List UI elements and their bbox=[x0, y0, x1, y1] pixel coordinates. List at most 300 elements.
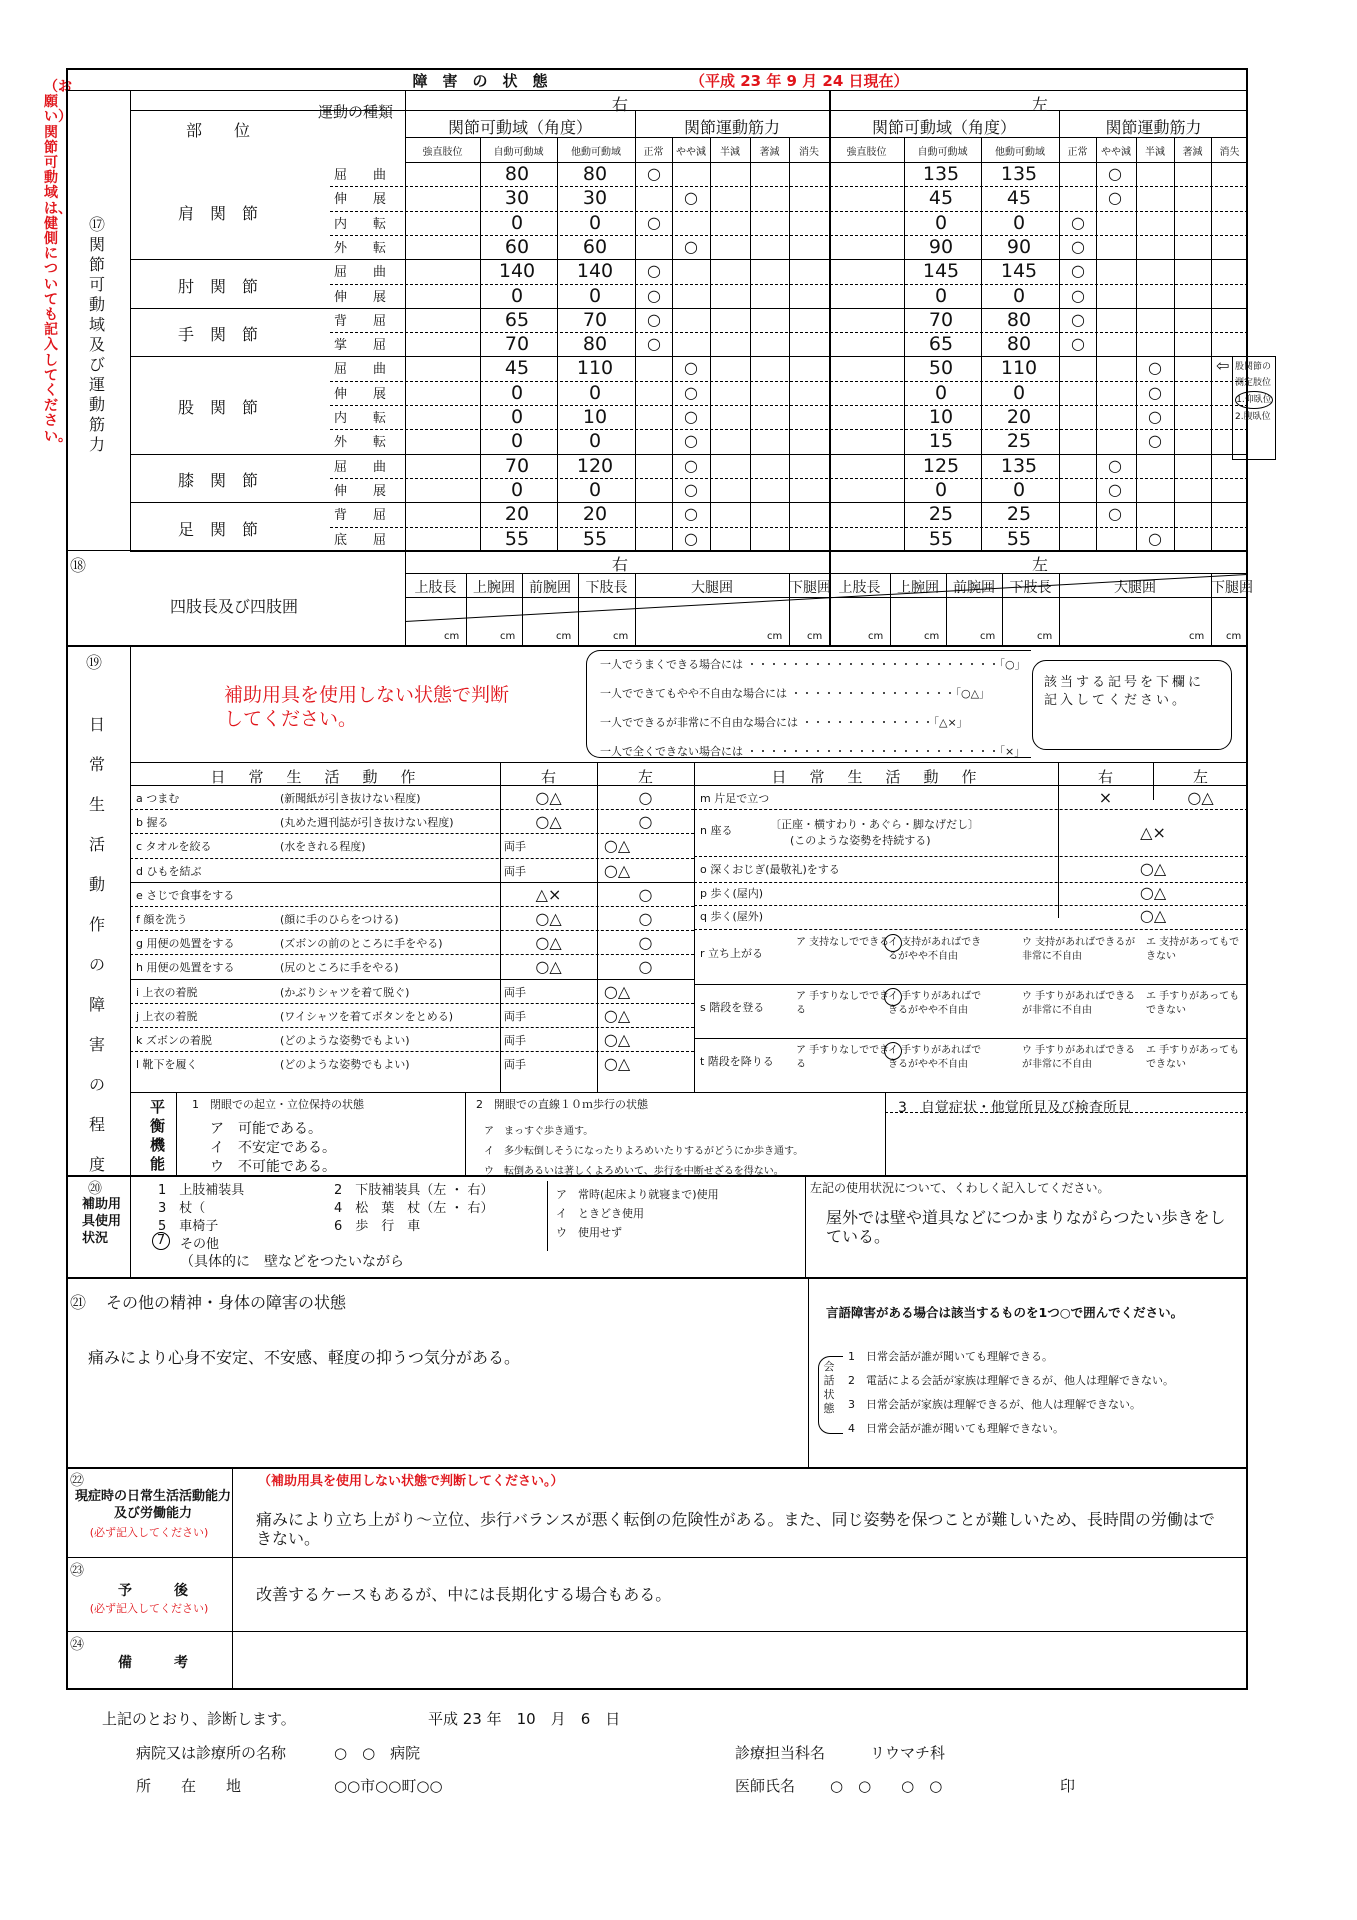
rule-v bbox=[522, 573, 523, 645]
sec19-num: ⑲ bbox=[86, 653, 103, 672]
l-strength-mark: ○ bbox=[1108, 164, 1122, 183]
adl-l-value: ○ bbox=[638, 933, 653, 953]
adl-m-l: ○△ bbox=[1187, 788, 1214, 807]
sub-str-r0: 正常 bbox=[643, 147, 664, 158]
motion-label: 屈 曲 bbox=[333, 265, 386, 281]
sec20-num: ⑳ bbox=[88, 1181, 102, 1197]
both-hands-label: 両手 bbox=[504, 1058, 526, 1072]
section17-label-char: 運 bbox=[88, 375, 105, 394]
side-box-line2: 測定肢位 bbox=[1235, 378, 1272, 388]
r-passive-value: 110 bbox=[576, 357, 614, 380]
l-strength-mark: ○ bbox=[1071, 334, 1085, 354]
sub-rom-r1: 自動可動域 bbox=[493, 147, 544, 158]
arrow-left-icon: ⇦ bbox=[1216, 356, 1230, 375]
section19-label-char: 動 bbox=[88, 875, 105, 894]
l-strength-mark: ○ bbox=[1071, 285, 1085, 305]
r-strength-mark: ○ bbox=[647, 334, 661, 354]
sec22-instruction: （補助用具を使用しない状態で判断してください。） bbox=[258, 1474, 564, 1489]
rule-h bbox=[130, 502, 1248, 503]
rule-h bbox=[130, 954, 694, 955]
choice-opt: ア 手すりなしでできる bbox=[796, 1045, 890, 1070]
motion-label: 背 屈 bbox=[333, 508, 386, 524]
adl-m-r: × bbox=[1098, 788, 1113, 807]
strength-header-r: 関節運動筋力 bbox=[683, 118, 780, 137]
adl-item: c タオルを絞る bbox=[136, 840, 212, 854]
unit-cm: cm bbox=[1189, 631, 1205, 642]
l-strength-mark: ○ bbox=[1108, 504, 1122, 524]
unit-cm: cm bbox=[556, 631, 572, 642]
limb-col-l1: 上腕囲 bbox=[897, 580, 939, 596]
l-auto-value: 0 bbox=[934, 284, 948, 307]
legend-bracket bbox=[586, 650, 1031, 758]
rule-h bbox=[330, 211, 1248, 212]
both-hands-label: 両手 bbox=[504, 1009, 526, 1023]
rule-v bbox=[578, 573, 579, 645]
section17-label-char: 及 bbox=[88, 335, 105, 354]
motion-label: 底 屈 bbox=[333, 532, 386, 548]
section19-label-char: 害 bbox=[88, 1035, 105, 1054]
rule-v bbox=[232, 1467, 233, 1690]
rule-v bbox=[405, 90, 406, 550]
rule-h bbox=[66, 1467, 1248, 1469]
l-passive-value: 90 bbox=[1006, 235, 1032, 258]
aid-5: 5 車椅子 bbox=[158, 1219, 219, 1234]
limb-col-r0: 上肢長 bbox=[414, 580, 457, 596]
sub-rom-r2: 他動可動域 bbox=[571, 147, 621, 158]
l-passive-value: 80 bbox=[1006, 333, 1032, 356]
section17-label-char: 節 bbox=[88, 255, 105, 274]
freq-opt: ウ 使用せず bbox=[556, 1226, 622, 1239]
section17-label-char: 可 bbox=[88, 275, 105, 294]
sub-str-l4: 消失 bbox=[1219, 147, 1240, 158]
l-auto-value: 145 bbox=[922, 260, 960, 283]
sec23-req: (必ず記入してください) bbox=[89, 1602, 209, 1615]
l-auto-value: 65 bbox=[928, 333, 954, 356]
r-passive-value: 0 bbox=[588, 284, 602, 307]
limb-col-r1: 上腕囲 bbox=[473, 580, 515, 596]
rule-v bbox=[904, 137, 905, 550]
sec23-text: 改善するケースもあるが、中には長期化する場合もある。 bbox=[256, 1585, 672, 1604]
adl-item-n: n 座る bbox=[700, 824, 733, 837]
rule-v bbox=[176, 1092, 177, 1175]
l-strength-mark: ○ bbox=[1108, 455, 1122, 475]
balance-c3-title: 3 自覚症状・他覚所見及び検査所見 bbox=[898, 1100, 1131, 1116]
rule-h bbox=[130, 979, 694, 980]
aid-1: 1 上肢補装具 bbox=[158, 1183, 245, 1198]
adl-item: g 用便の処置をする bbox=[136, 937, 235, 951]
balance-c1-opt: ウ 不可能である。 bbox=[210, 1159, 336, 1175]
side-box-line1: 股関節の bbox=[1235, 362, 1272, 372]
rule-h bbox=[130, 762, 1248, 763]
l-auto-value: 90 bbox=[928, 235, 954, 258]
sub-str-l2: 半減 bbox=[1145, 147, 1165, 158]
legend-1: 一人でできてもやや不自由な場合には ・・・・・・・・・・・・・・・「○△」 bbox=[600, 687, 991, 700]
choice-opt: エ 支持があってもできない bbox=[1146, 937, 1240, 962]
rule-h bbox=[130, 1027, 694, 1028]
sub-rom-l1: 自動可動域 bbox=[917, 147, 968, 158]
adl-item-n-d2: (このような姿勢を持続する) bbox=[790, 834, 931, 847]
r-passive-value: 10 bbox=[582, 406, 608, 428]
r-strength-mark: ○ bbox=[684, 407, 698, 426]
rule-h bbox=[130, 858, 694, 859]
sub-rom-l0: 強直肢位 bbox=[846, 147, 887, 158]
unit-cm: cm bbox=[444, 631, 460, 642]
date-label: （平成 23 年 9 月 24 日現在） bbox=[690, 72, 909, 90]
l-auto-value: 50 bbox=[928, 357, 954, 380]
rule-h bbox=[130, 930, 694, 931]
adl-head-l: 左 bbox=[637, 768, 653, 786]
joint-name: 肩 関 節 bbox=[177, 203, 258, 223]
motion-label: 伸 展 bbox=[333, 289, 386, 305]
r-auto-value: 30 bbox=[504, 187, 530, 210]
rule-h bbox=[130, 1003, 694, 1004]
rule-v bbox=[1211, 137, 1212, 550]
section19-label-char: 日 bbox=[88, 715, 105, 734]
rule-h bbox=[130, 785, 1248, 786]
adl-n-value: △× bbox=[1140, 823, 1166, 842]
r-auto-value: 0 bbox=[510, 284, 524, 307]
sub-str-l3: 著減 bbox=[1182, 147, 1203, 158]
r-auto-value: 65 bbox=[504, 308, 530, 331]
legend-0: 一人でうまくできる場合には ・・・・・・・・・・・・・・・・・・・・・・・「○」 bbox=[600, 658, 1026, 671]
l-passive-value: 55 bbox=[1006, 527, 1032, 550]
choice-opt: ウ 手すりがあればできるが非常に不自由 bbox=[1022, 1045, 1136, 1070]
adl-head-l2: 左 bbox=[1192, 768, 1208, 786]
sub-rom-l2: 他動可動域 bbox=[995, 147, 1045, 158]
l-passive-value: 80 bbox=[1006, 308, 1032, 331]
r-auto-value: 0 bbox=[510, 478, 524, 501]
choice-opt: イ 支持があればできるがやや不自由 bbox=[888, 937, 982, 962]
balance-c1-opt: ア 可能である。 bbox=[210, 1121, 322, 1137]
hospital-name: ○ ○ 病院 bbox=[334, 1744, 421, 1762]
r-strength-mark: ○ bbox=[647, 164, 661, 183]
sub-str-l0: 正常 bbox=[1067, 147, 1088, 158]
unit-cm: cm bbox=[868, 631, 884, 642]
l-passive-value: 110 bbox=[1000, 357, 1038, 380]
motion-label: 屈 曲 bbox=[333, 168, 386, 183]
side-note: （お願い）関節可動域は、健側についても記入してください。 bbox=[44, 79, 72, 445]
adl-item-m: m 片足で立つ bbox=[700, 792, 770, 805]
r-strength-mark: ○ bbox=[684, 188, 698, 208]
section19-label-char: 常 bbox=[88, 755, 105, 774]
r-strength-mark: ○ bbox=[684, 236, 698, 256]
balance-c1-opt: イ 不安定である。 bbox=[210, 1140, 336, 1156]
adl-l-value: ○ bbox=[638, 909, 653, 928]
adl-item: j 上衣の着脱 bbox=[136, 1009, 198, 1023]
motion-label: 外 転 bbox=[333, 240, 386, 256]
l-strength-mark: ○ bbox=[1148, 407, 1162, 426]
adl-item: e さじで食事をする bbox=[136, 888, 235, 902]
unit-cm: cm bbox=[924, 631, 940, 642]
motion-label: 内 転 bbox=[333, 216, 386, 232]
l-auto-value: 125 bbox=[922, 454, 960, 477]
sec21-text: 痛みにより心身不安定、不安感、軽度の抑うつ気分がある。 bbox=[88, 1348, 521, 1367]
sec20-label: 補助用具使用状況 bbox=[82, 1197, 122, 1246]
section19-label-char: の bbox=[88, 1075, 105, 1094]
rule-h bbox=[130, 454, 1248, 455]
rule-v bbox=[1059, 110, 1060, 550]
r-passive-value: 60 bbox=[582, 235, 608, 258]
l-auto-value: 15 bbox=[928, 430, 954, 453]
rule-h bbox=[405, 573, 1248, 574]
limb-col-r2: 前腕囲 bbox=[529, 580, 571, 596]
legend-3: 一人で全くできない場合には ・・・・・・・・・・・・・・・・・・・・・・・「×」 bbox=[600, 745, 1026, 758]
r-auto-value: 80 bbox=[504, 163, 530, 185]
adl-head-left: 日 常 生 活 動 作 bbox=[210, 768, 420, 786]
adl-item-3: p 歩く(屋内) bbox=[700, 886, 764, 900]
rule-v bbox=[466, 573, 467, 645]
adl-head-right: 日 常 生 活 動 作 bbox=[771, 768, 981, 786]
both-hands-label: 両手 bbox=[504, 1034, 526, 1047]
both-hands-label: 両手 bbox=[504, 840, 526, 854]
rule-h bbox=[330, 332, 1248, 333]
unit-cm: cm bbox=[1226, 631, 1242, 642]
r-auto-value: 140 bbox=[498, 260, 536, 283]
limb-col-r4: 大腿囲 bbox=[691, 580, 733, 596]
rule-h bbox=[330, 405, 1248, 406]
rule-h bbox=[694, 856, 1248, 857]
adl-item: d ひもを結ぶ bbox=[136, 864, 202, 878]
adl-both-value: ○△ bbox=[603, 1054, 631, 1074]
r-strength-mark: ○ bbox=[684, 528, 698, 548]
r-auto-value: 20 bbox=[504, 503, 530, 526]
rule-h bbox=[130, 882, 694, 883]
l-passive-value: 135 bbox=[1000, 163, 1038, 185]
adl-l-value: ○ bbox=[638, 957, 653, 977]
speech-opt: 3 日常会話が家族は理解できるが、他人は理解できない。 bbox=[848, 1398, 1141, 1411]
sub-rom-r0: 強直肢位 bbox=[422, 147, 463, 158]
adl-item-desc: (新聞紙が引き抜けない程度) bbox=[280, 792, 421, 805]
choice-opt: エ 手すりがあってもできない bbox=[1146, 991, 1240, 1016]
aid-3: 3 杖（ bbox=[158, 1201, 206, 1216]
rule-v bbox=[981, 137, 982, 550]
adl-r-value: △× bbox=[535, 884, 562, 904]
speech-bracket bbox=[818, 1356, 843, 1434]
left-header: 左 bbox=[1031, 95, 1048, 114]
adl-item: f 顔を洗う bbox=[136, 913, 188, 926]
section17-label-char: 動 bbox=[88, 395, 105, 414]
l-auto-value: 70 bbox=[928, 308, 954, 331]
motion-label: 屈 曲 bbox=[333, 362, 386, 378]
r-passive-value: 0 bbox=[588, 211, 602, 234]
address: ○○市○○町○○ bbox=[334, 1777, 443, 1795]
dept-label: 診療担当科名 bbox=[735, 1744, 826, 1762]
selected-circle bbox=[884, 934, 902, 952]
l-auto-value: 0 bbox=[934, 381, 948, 404]
rule-v bbox=[710, 137, 711, 550]
rule-h bbox=[66, 645, 1248, 647]
adl-r-value: ○△ bbox=[535, 812, 562, 832]
adl-item-desc: (どのような姿勢でもよい) bbox=[280, 1058, 410, 1072]
joint-name: 足 関 節 bbox=[177, 519, 258, 539]
choice-opt: ア 支持なしでできる bbox=[796, 937, 890, 948]
l-passive-value: 0 bbox=[1012, 381, 1026, 404]
r-strength-mark: ○ bbox=[684, 504, 698, 524]
adl-r-value: ○△ bbox=[535, 957, 562, 977]
adl-item-2: o 深くおじぎ(最敬礼)をする bbox=[700, 863, 840, 876]
motion-label: 内 転 bbox=[333, 411, 386, 426]
aid-2: 2 下肢補装具（左 ・ 右） bbox=[334, 1183, 494, 1198]
motion-label: 掌 屈 bbox=[333, 338, 386, 354]
rule-h bbox=[130, 308, 1248, 309]
adl-value-4: ○△ bbox=[1139, 906, 1167, 925]
section19-label-char: 生 bbox=[88, 795, 105, 814]
adl-head-r2: 右 bbox=[1097, 768, 1113, 786]
r-auto-value: 0 bbox=[510, 430, 524, 453]
l-auto-value: 10 bbox=[928, 406, 954, 428]
aid-7-detail: （具体的に 壁などをつたいながら bbox=[180, 1254, 404, 1270]
r-passive-value: 80 bbox=[582, 333, 608, 356]
rom-header-r: 関節可動域（角度） bbox=[447, 118, 592, 137]
l-strength-mark: ○ bbox=[1148, 431, 1162, 451]
aid-6: 6 歩 行 車 bbox=[334, 1219, 421, 1234]
l-auto-value: 0 bbox=[934, 478, 948, 501]
r-passive-value: 0 bbox=[588, 430, 602, 453]
choice-item: t 階段を降りる bbox=[700, 1055, 774, 1068]
adl-item-desc: (顔に手のひらをつける) bbox=[280, 913, 399, 926]
section17-label-char: 関 bbox=[88, 235, 105, 254]
rule-v bbox=[1136, 137, 1137, 550]
l-auto-value: 135 bbox=[922, 163, 960, 185]
rule-v bbox=[694, 762, 695, 1092]
speech-opt: 1 日常会話が誰が聞いても理解できる。 bbox=[848, 1350, 1053, 1363]
limb-col-r3: 下肢長 bbox=[585, 580, 628, 596]
balance-c2-opt: ア まっすぐ歩き通す。 bbox=[484, 1126, 594, 1137]
rule-v bbox=[885, 1092, 886, 1175]
adl-item-desc: (ワイシャツを着てボタンをとめる) bbox=[280, 1009, 454, 1023]
adl-item: a つまむ bbox=[136, 792, 180, 805]
section19-label-char: の bbox=[88, 955, 105, 974]
limb-col-l2: 前腕囲 bbox=[953, 580, 995, 596]
joint-name: 膝 関 節 bbox=[177, 470, 258, 490]
r-auto-value: 70 bbox=[504, 454, 530, 477]
adl-item: k ズボンの着脱 bbox=[136, 1034, 212, 1047]
aid-7-circled: 7 bbox=[152, 1232, 170, 1250]
motion-label: 屈 曲 bbox=[333, 459, 386, 475]
seal-mark: 印 bbox=[1060, 1777, 1076, 1795]
rule-v bbox=[946, 573, 947, 645]
unit-cm: cm bbox=[500, 631, 516, 642]
r-passive-value: 140 bbox=[576, 260, 614, 283]
r-passive-value: 70 bbox=[582, 308, 608, 331]
aid-desc-label: 左記の使用状況について、くわしく記入してください。 bbox=[810, 1181, 1110, 1195]
rule-h bbox=[66, 1277, 1248, 1279]
r-auto-value: 0 bbox=[510, 211, 524, 234]
r-passive-value: 55 bbox=[582, 527, 608, 550]
joint-name: 手 関 節 bbox=[177, 325, 258, 345]
r-passive-value: 30 bbox=[582, 187, 608, 210]
l-strength-mark: ○ bbox=[1071, 261, 1085, 281]
adl-value-2: ○△ bbox=[1139, 859, 1167, 878]
l-passive-value: 0 bbox=[1012, 211, 1026, 234]
limb-col-l4: 大腿囲 bbox=[1114, 580, 1156, 596]
freq-opt: イ ときどき使用 bbox=[556, 1207, 644, 1220]
adl-item-desc: (かぶりシャツを着て脱ぐ) bbox=[280, 985, 410, 999]
rule-h bbox=[66, 1631, 1248, 1632]
adl-both-value: ○△ bbox=[603, 981, 631, 1001]
l-strength-mark: ○ bbox=[1148, 382, 1162, 402]
rule-v bbox=[789, 573, 790, 645]
l-passive-value: 25 bbox=[1006, 503, 1032, 526]
adl-value-3: ○△ bbox=[1139, 882, 1167, 902]
unit-cm: cm bbox=[1037, 631, 1053, 642]
r-passive-value: 20 bbox=[582, 503, 608, 526]
r-strength-mark: ○ bbox=[684, 479, 698, 499]
adl-item-desc: (丸めた週刊誌が引き抜けない程度) bbox=[280, 816, 454, 830]
l-passive-value: 25 bbox=[1006, 430, 1032, 453]
sec23-label: 予 後 bbox=[118, 1583, 188, 1599]
speech-label: 会話状態 bbox=[823, 1360, 835, 1415]
rule-h bbox=[130, 356, 1248, 357]
aid-desc: 屋外では壁や道具などにつかまりながらつたい歩きをしている。 bbox=[826, 1208, 1226, 1246]
l-strength-mark: ○ bbox=[1071, 236, 1085, 256]
sub-str-l1: やや減 bbox=[1101, 147, 1131, 158]
selected-circle bbox=[884, 988, 902, 1006]
section17-label-char: 動 bbox=[88, 295, 105, 314]
r-auto-value: 70 bbox=[504, 333, 530, 356]
sec22-text: 痛みにより立ち上がり～立位、歩行バランスが悪く転倒の危険性がある。また、同じ姿勢を保つことが難しいため、長時間の労働はできない。 bbox=[256, 1510, 1215, 1548]
adl-item: b 握る bbox=[136, 816, 169, 830]
rule-h bbox=[330, 527, 1248, 528]
section17-label-char: び bbox=[88, 355, 105, 374]
l-auto-value: 45 bbox=[928, 187, 954, 210]
motion-label: 伸 展 bbox=[333, 386, 386, 402]
sec24-num: ㉔ bbox=[70, 1637, 84, 1653]
r-strength-mark: ○ bbox=[647, 309, 661, 329]
sec21-num: ㉑ bbox=[70, 1293, 87, 1312]
adl-both-value: ○△ bbox=[603, 860, 631, 880]
rule-h bbox=[885, 1112, 1248, 1113]
r-passive-value: 0 bbox=[588, 478, 602, 501]
adl-item-desc: (尻のところに手をやる) bbox=[280, 961, 399, 975]
r-auto-value: 55 bbox=[504, 527, 530, 550]
choice-opt: イ 手すりがあればできるがやや不自由 bbox=[888, 1045, 982, 1070]
rule-h bbox=[330, 429, 1248, 430]
rule-h bbox=[694, 1038, 1248, 1039]
r-strength-mark: ○ bbox=[647, 261, 661, 281]
adl-l-value: ○ bbox=[638, 884, 653, 904]
rule-h bbox=[130, 259, 1248, 260]
balance-label: 平衡機能 bbox=[150, 1098, 166, 1173]
rule-v bbox=[465, 1092, 466, 1175]
l-passive-value: 0 bbox=[1012, 284, 1026, 307]
adl-item-4: q 歩く(屋外) bbox=[700, 910, 764, 923]
dept: リウマチ科 bbox=[870, 1744, 946, 1762]
adl-item: i 上衣の着脱 bbox=[136, 985, 198, 999]
r-passive-value: 80 bbox=[582, 163, 608, 185]
l-strength-mark: ○ bbox=[1108, 188, 1122, 208]
rule-h bbox=[130, 1092, 1248, 1093]
rule-h bbox=[330, 381, 1248, 382]
rule-v bbox=[890, 573, 891, 645]
sec22-label: 現症時の日常生活活動能力及び労働能力 bbox=[74, 1489, 231, 1521]
adl-item-desc: (どのような姿勢でもよい) bbox=[280, 1034, 410, 1047]
l-strength-mark: ○ bbox=[1108, 479, 1122, 499]
section17-label bbox=[82, 215, 112, 455]
motion-label: 外 転 bbox=[333, 435, 386, 451]
limb-col-l5: 下腿囲 bbox=[1211, 580, 1253, 596]
l-passive-value: 145 bbox=[1000, 260, 1038, 283]
sec21-label: その他の精神・身体の障害の状態 bbox=[106, 1293, 347, 1312]
rule-h bbox=[130, 1051, 694, 1052]
unit-cm: cm bbox=[767, 631, 783, 642]
sec18-left: 左 bbox=[1031, 555, 1048, 574]
footer-statement: 上記のとおり、診断します。 bbox=[102, 1710, 296, 1728]
sub-str-r1: やや減 bbox=[676, 147, 706, 158]
r-auto-value: 0 bbox=[510, 406, 524, 428]
sec18-label: 四肢長及び四肢囲 bbox=[170, 597, 299, 616]
rule-h bbox=[694, 929, 1248, 930]
